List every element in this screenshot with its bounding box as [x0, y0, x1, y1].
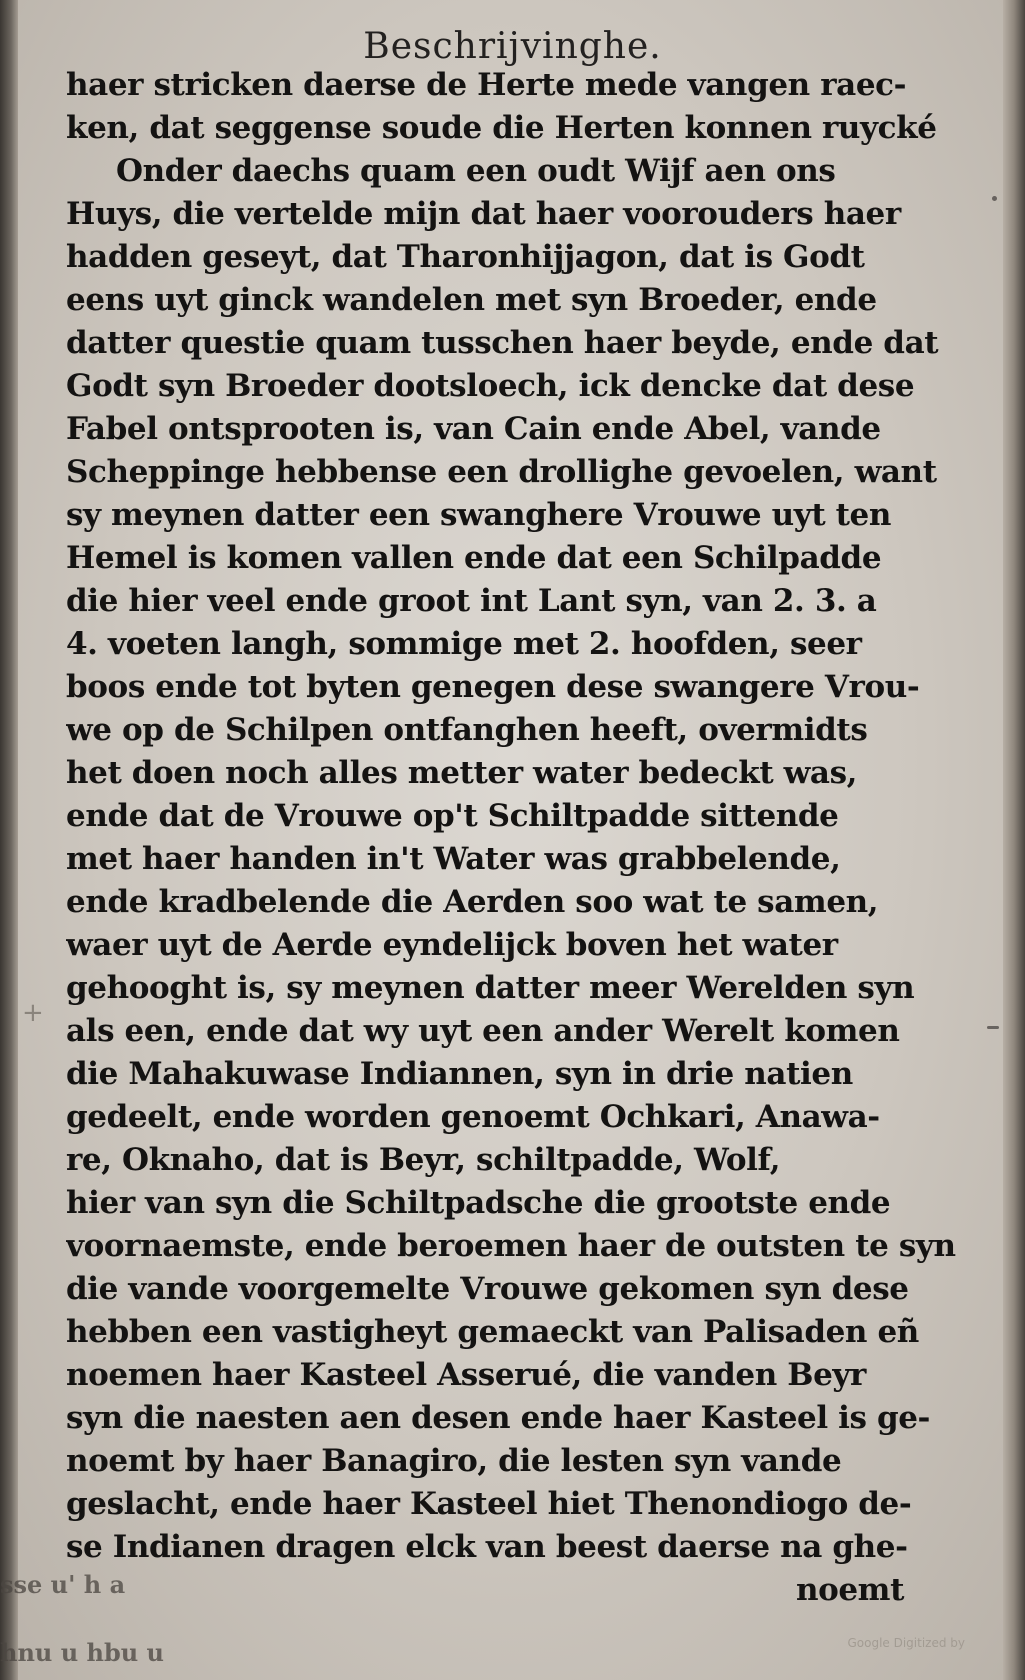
bleed-through-text: sse u' h a: [0, 1570, 126, 1599]
text-line: Hemel is komen vallen ende dat een Schilpadde: [66, 540, 882, 576]
digitization-watermark: Google Digitized by: [847, 1636, 965, 1650]
text-line: 4. voeten langh, sommige met 2. hoofden, seer: [66, 626, 862, 662]
text-line: ken, dat seggense soude die Herten konnen ruycké: [66, 110, 937, 146]
text-line: syn die naesten aen desen ende haer Kasteel is ge-: [66, 1400, 931, 1436]
text-line: Fabel ontsprooten is, van Cain ende Abel, vande: [66, 411, 881, 447]
book-binding-edge: [0, 0, 18, 1680]
text-line: Godt syn Broeder dootsloech, ick dencke dat dese: [66, 368, 915, 404]
registration-cross-icon: +: [22, 998, 44, 1028]
text-line: noemt by haer Banagiro, die lesten syn vande: [66, 1443, 842, 1479]
text-line: gehooght is, sy meynen datter meer Werelden syn: [66, 970, 915, 1006]
ink-spot: [987, 1026, 999, 1029]
text-line: hier van syn die Schiltpadsche die grootste ende: [66, 1185, 891, 1221]
text-line: hadden geseyt, dat Tharonhijjagon, dat is Godt: [66, 239, 865, 275]
text-line: hebben een vastigheyt gemaeckt van Palisaden eñ: [66, 1314, 919, 1350]
ink-spot: [992, 196, 997, 201]
page-right-edge: [1003, 0, 1025, 1680]
text-line: datter questie quam tusschen haer beyde, ende dat: [66, 325, 939, 361]
bleed-through-text: hnu u hbu u: [0, 1638, 164, 1667]
text-line: ende kradbelende die Aerden soo wat te samen,: [66, 884, 879, 920]
text-line: ende dat de Vrouwe op't Schiltpadde sittende: [66, 798, 839, 834]
text-line: Onder daechs quam een oudt Wijf aen ons: [116, 153, 836, 189]
text-line: waer uyt de Aerde eyndelijck boven het water: [66, 927, 838, 963]
text-line: die vande voorgemelte Vrouwe gekomen syn dese: [66, 1271, 909, 1307]
text-line: sy meynen datter een swanghere Vrouwe uyt ten: [66, 497, 892, 533]
text-line: met haer handen in't Water was grabbelende,: [66, 841, 841, 877]
text-line: voornaemste, ende beroemen haer de outsten te syn: [66, 1228, 956, 1264]
text-line: gedeelt, ende worden genoemt Ochkari, Anawa-: [66, 1099, 880, 1135]
running-head: Beschrijvinghe.: [363, 26, 662, 67]
text-line: re, Oknaho, dat is Beyr, schiltpadde, Wolf,: [66, 1142, 781, 1178]
text-line: het doen noch alles metter water bedeckt was,: [66, 755, 858, 791]
text-line: geslacht, ende haer Kasteel hiet Thenondiogo de-: [66, 1486, 912, 1522]
text-line: se Indianen dragen elck van beest daerse na ghe-: [66, 1529, 908, 1565]
text-line: die Mahakuwase Indiannen, syn in drie natien: [66, 1056, 853, 1092]
text-block: [66, 64, 984, 1612]
text-line: eens uyt ginck wandelen met syn Broeder, ende: [66, 282, 877, 318]
text-line: noemen haer Kasteel Asserué, die vanden Beyr: [66, 1357, 866, 1393]
text-line: als een, ende dat wy uyt een ander Werelt komen: [66, 1013, 900, 1049]
text-line: Scheppinge hebbense een drollighe gevoelen, want: [66, 454, 937, 490]
text-line: Huys, die vertelde mijn dat haer voorouders haer: [66, 196, 901, 232]
text-line: noemt: [795, 1572, 904, 1608]
text-line: haer stricken daerse de Herte mede vangen raec-: [66, 67, 907, 103]
text-line: boos ende tot byten genegen dese swangere Vrou-: [66, 669, 920, 705]
text-line: die hier veel ende groot int Lant syn, van 2. 3. a: [66, 583, 877, 619]
text-line: we op de Schilpen ontfanghen heeft, overmidts: [66, 712, 868, 748]
